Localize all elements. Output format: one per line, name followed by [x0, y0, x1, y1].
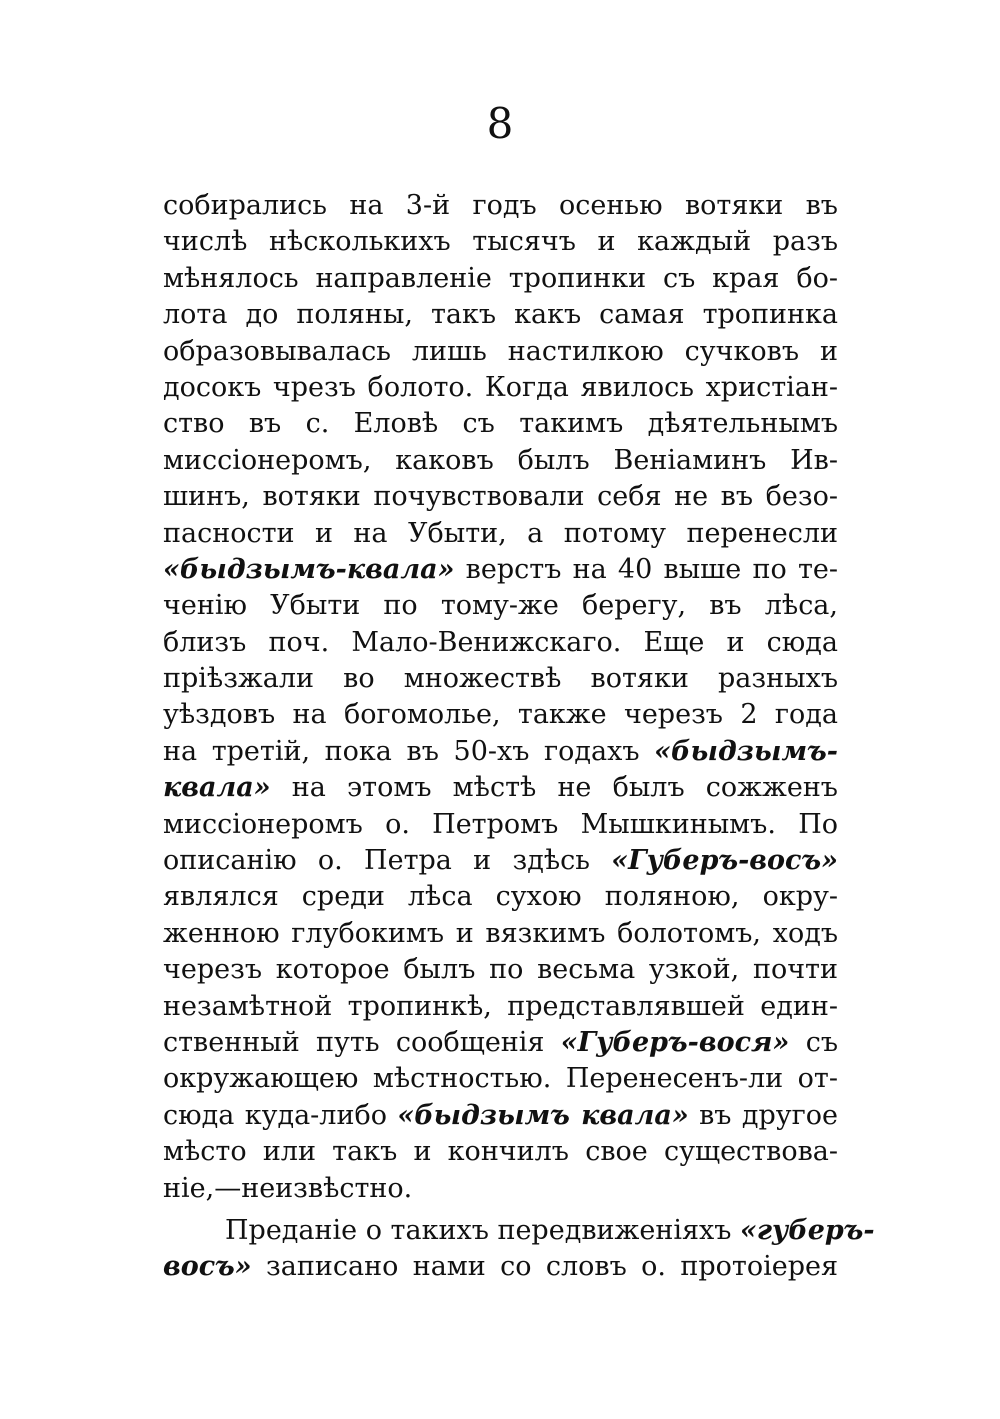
text-line: лота до поляны, такъ какъ самая тропинка: [163, 299, 838, 331]
text-line: Преданіе о такихъ передвиженіяхъ «губеръ-: [225, 1214, 875, 1246]
text-line: собирались на 3-й годъ осенью вотяки въ: [163, 190, 838, 221]
text-line: ство въ с. Еловѣ съ такимъ дѣятельнымъ: [163, 408, 838, 440]
text-line: шинъ, вотяки почувствовали себя не въ безо-: [163, 481, 838, 513]
text-line: являлся среди лѣса сухою поляною, окру-: [163, 881, 838, 913]
text-line: окружающею мѣстностью. Перенесенъ-ли от-: [163, 1063, 838, 1095]
text-line: досокъ чрезъ болото. Когда явилось христіан-: [163, 371, 838, 403]
text-line: мѣсто или такъ и кончилъ свое существова-: [163, 1136, 838, 1168]
body-text: [163, 188, 875, 1286]
text-line: близъ поч. Мало-Венижскаго. Еще и сюда: [163, 626, 838, 658]
text-line: женною глубокимъ и вязкимъ болотомъ, ходъ: [163, 917, 838, 949]
page-number: 8: [486, 99, 514, 148]
text-line: черезъ которое былъ по весьма узкой, почти: [163, 954, 838, 986]
text-line: восъ» записано нами со словъ о. протоіерея: [163, 1251, 838, 1283]
text-line: незамѣтной тропинкѣ, представлявшей един-: [163, 990, 838, 1022]
text-line: миссіонеромъ о. Петромъ Мышкинымъ. По: [163, 808, 838, 840]
text-line: квала» на этомъ мѣстѣ не былъ сожженъ: [163, 772, 838, 804]
text-line: сюда куда-либо «быдзымъ квала» въ другое: [163, 1099, 838, 1131]
text-line: мѣнялось направленіе тропинки съ края бо-: [163, 262, 838, 294]
text-line: уѣздовъ на богомолье, также черезъ 2 года: [163, 699, 838, 731]
text-line: «быдзымъ-квала» верстъ на 40 выше по те-: [163, 553, 838, 585]
text-line: на третій, пока въ 50-хъ годахъ «быдзымъ-: [163, 735, 838, 767]
text-line: ніе,—неизвѣстно.: [163, 1172, 413, 1204]
text-line: пріѣзжали во множествѣ вотяки разныхъ: [163, 663, 838, 695]
text-line: ченію Убыти по тому-же берегу, въ лѣса,: [163, 590, 838, 622]
text-line: пасности и на Убыти, а потому перенесли: [163, 517, 838, 549]
text-line: числѣ нѣсколькихъ тысячъ и каждый разъ: [163, 226, 838, 258]
text-line: образовывалась лишь настилкою сучковъ и: [163, 335, 838, 367]
text-line: миссіонеромъ, каковъ былъ Веніаминъ Ив-: [163, 444, 838, 476]
text-line: ственный путь сообщенія «Губеръ-вося» съ: [163, 1026, 838, 1058]
text-line: описанію о. Петра и здѣсь «Губеръ-восъ»: [163, 845, 838, 877]
